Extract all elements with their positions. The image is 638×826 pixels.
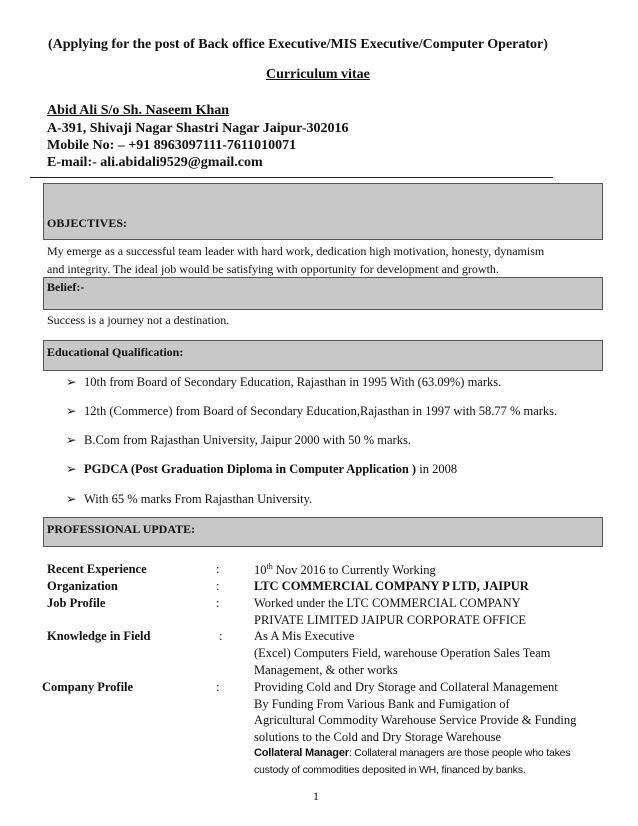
cv-title: Curriculum vitae	[266, 67, 370, 82]
objectives-text-line2: and integrity. The ideal job would be satisfying with opportunity for development and growth.	[47, 262, 499, 276]
belief-heading: Belief:-	[47, 280, 85, 294]
education-heading: Educational Qualification:	[47, 345, 184, 359]
knowledge-line2: (Excel) Computers Field, warehouse Operation Sales Team	[254, 646, 551, 660]
colon: :	[219, 629, 223, 643]
colon: :	[216, 579, 220, 593]
email: E-mail:- ali.abidali9529@gmail.com	[47, 155, 263, 170]
recent-experience-value: 10th Nov 2016 to Currently Working	[254, 562, 436, 578]
professional-heading: PROFESSIONAL UPDATE:	[47, 522, 196, 536]
applying-for-heading: (Applying for the post of Back office Executive/MIS Executive/Computer Operator)	[48, 37, 548, 52]
education-item: ➢ B.Com from Rajasthan University, Jaipur 2000 with 50 % marks.	[66, 433, 411, 447]
bullet-arrow-icon: ➢	[66, 433, 77, 447]
bullet-arrow-icon: ➢	[66, 462, 77, 476]
knowledge-label: Knowledge in Field	[47, 629, 151, 643]
collateral-manager-line2: custody of commodities deposited in WH, financed by banks.	[254, 764, 526, 776]
education-item: ➢ 12th (Commerce) from Board of Secondary Education,Rajasthan in 1997 with 58.77 % marks.	[66, 404, 558, 418]
education-item: ➢ With 65 % marks From Rajasthan University.	[66, 492, 313, 506]
bullet-arrow-icon: ➢	[66, 404, 77, 418]
knowledge-line3: Management, & other works	[254, 663, 398, 677]
contact-divider	[30, 177, 553, 178]
company-profile-line1: Providing Cold and Dry Storage and Collateral Management	[254, 680, 558, 694]
colon: :	[216, 562, 220, 576]
company-profile-line2: By Funding From Various Bank and Fumigation of	[254, 697, 510, 711]
belief-text: Success is a journey not a destination.	[47, 313, 230, 327]
knowledge-line1: As A Mis Executive	[254, 629, 355, 643]
company-profile-line4: solutions to the Cold and Dry Storage Warehouse	[254, 730, 501, 744]
job-profile-line1: Worked under the LTC COMMERCIAL COMPANY	[254, 596, 521, 610]
objectives-text-line1: My emerge as a successful team leader with hard work, dedication high motivation, honesty, dynamism	[47, 244, 545, 258]
bullet-arrow-icon: ➢	[66, 375, 77, 389]
professional-section-bar	[43, 517, 603, 547]
belief-section-bar	[43, 277, 603, 310]
job-profile-line2: PRIVATE LIMITED JAIPUR CORPORATE OFFICE	[254, 613, 527, 627]
organization-label: Organization	[47, 579, 118, 593]
collateral-manager-line1: Collateral Manager: Collateral managers are those people who takes	[254, 747, 571, 759]
education-section-bar	[43, 340, 603, 371]
job-profile-label: Job Profile	[47, 596, 106, 610]
candidate-name: Abid Ali S/o Sh. Naseem Khan	[47, 103, 230, 118]
organization-value: LTC COMMERCIAL COMPANY P LTD, JAIPUR	[254, 579, 529, 593]
objectives-heading: OBJECTIVES:	[47, 216, 128, 230]
bullet-arrow-icon: ➢	[66, 492, 77, 506]
company-profile-label: Company Profile	[42, 680, 134, 694]
company-profile-line3: Agricultural Commodity Warehouse Service Provide & Funding	[254, 713, 577, 727]
address: A-391, Shivaji Nagar Shastri Nagar Jaipur-302016	[47, 121, 349, 136]
education-item: ➢ PGDCA (Post Graduation Diploma in Computer Application ) in 2008	[66, 462, 458, 476]
colon: :	[216, 680, 220, 694]
education-item: ➢ 10th from Board of Secondary Education, Rajasthan in 1995 With (63.09%) marks.	[66, 375, 502, 389]
mobile-number: Mobile No: – +91 8963097111-7611010071	[47, 138, 297, 153]
objectives-section-bar	[43, 183, 603, 240]
page-number: 1	[313, 789, 319, 803]
colon: :	[216, 596, 220, 610]
recent-experience-label: Recent Experience	[47, 562, 147, 576]
